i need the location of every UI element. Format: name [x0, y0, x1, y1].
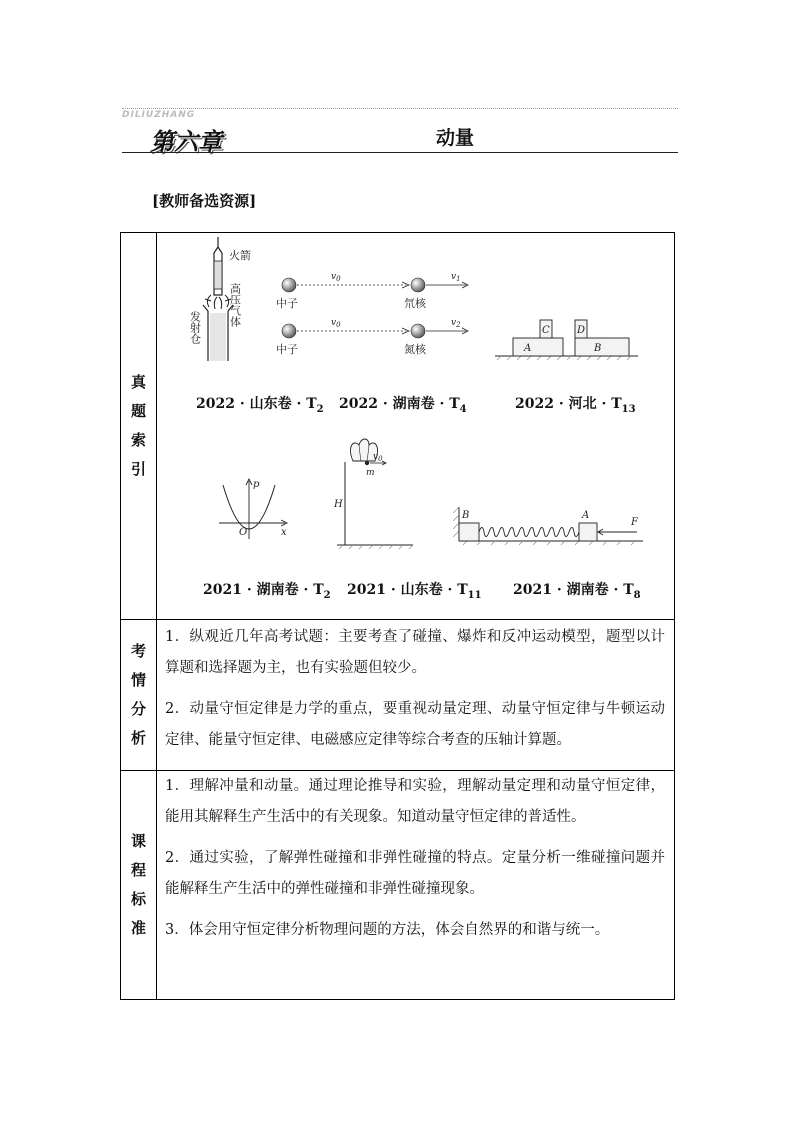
rocket-label: 火箭 — [229, 249, 251, 262]
block-a-label: A — [524, 343, 532, 354]
svg-text:v0 — [373, 452, 383, 463]
caption-2021-hunan: 2021 · 湖南卷 · $T_2$ — [203, 582, 331, 601]
velocity-label: v — [331, 272, 337, 282]
standard-item: 1．理解冲量和动量。通过理论推导和实验，理解动量定理和动量守恒定律，能用其解释生产生活中的有关现象。知道动量守恒定律的普适性。 — [165, 778, 665, 825]
standard-item: 2．通过实验，了解弹性碰撞和非弹性碰撞的特点。定量分析一维碰撞问题并能解释生产生活中的弹性碰撞和非弹性碰撞现象。 — [165, 850, 665, 897]
base-label — [187, 311, 207, 371]
velocity-label: v — [451, 272, 457, 282]
chapter-overview-table — [120, 232, 675, 1000]
nucleus-label: 氘核 — [404, 297, 426, 310]
height-label: H — [334, 499, 343, 510]
label-char: 引 — [130, 460, 146, 478]
standard-item: 3．体会用守恒定律分析物理问题的方法，体会自然界的和谐与统一。 — [165, 922, 610, 938]
caption-2021-hunan-t8: 2021 · 湖南卷 · $T_8$ — [513, 582, 641, 601]
caption-2022-hebei: 2022 · 河北 · $T_{13}$ — [515, 396, 636, 415]
neutron-label: 中子 — [276, 343, 298, 356]
svg-text:v0 — [331, 318, 341, 329]
velocity-sub: 1 — [456, 275, 461, 283]
velocity-sub: 0 — [378, 455, 383, 463]
label-char: 索 — [130, 431, 146, 449]
axis-x-label: x — [281, 527, 287, 538]
row-label-standards — [121, 770, 156, 999]
row-divider — [121, 619, 674, 620]
svg-text:v1 — [451, 272, 461, 283]
parabola-figure — [209, 473, 299, 543]
label-char: 标 — [130, 889, 146, 908]
analysis-text — [165, 622, 665, 756]
label-char: 考 — [130, 641, 146, 660]
standards-text — [165, 771, 665, 946]
label-char: 析 — [130, 728, 146, 747]
analysis-item: 1．纵观近几年高考试题：主要考查了碰撞、爆炸和反冲运动模型，题型以计算题和选择题为主，也有实验题但较少。 — [165, 629, 665, 676]
neutron-label: 中子 — [276, 297, 298, 310]
block-c-label: C — [542, 325, 550, 336]
caption-2021-shandong: 2021 · 山东卷 · $T_{11}$ — [347, 582, 482, 601]
velocity-label: v — [373, 452, 379, 462]
blocks-figure — [493, 313, 643, 363]
row-label-exam-index — [121, 233, 156, 619]
svg-text:v0 — [331, 272, 341, 283]
label-char: 课 — [130, 831, 146, 850]
analysis-item: 2．动量守恒定律是力学的重点，要重视动量定理、动量守恒定律与牛顿运动定律、能量守恒定律、电磁感应定律等综合考查的压轴计算题。 — [165, 701, 665, 748]
velocity-label: v — [331, 318, 337, 328]
header-rule — [122, 152, 678, 153]
neutron-collision-figure — [276, 265, 461, 365]
block-b-label: B — [594, 343, 602, 354]
force-label: F — [631, 517, 638, 528]
label-char: 分 — [130, 699, 146, 718]
mass-label: m — [366, 468, 375, 478]
gas-label — [229, 283, 259, 343]
resource-label: [教师备选资源] — [152, 192, 257, 210]
velocity-label: v — [451, 318, 457, 328]
label-char: 情 — [130, 670, 146, 689]
label-char: 题 — [130, 402, 146, 420]
velocity-sub: 2 — [456, 321, 461, 329]
label-char: 准 — [130, 918, 146, 937]
spring-figure — [447, 503, 647, 553]
chapter-pinyin: DILIUZHANG — [122, 110, 196, 120]
caption-2022-hunan: 2022 · 湖南卷 · $T_4$ — [339, 396, 467, 415]
column-divider — [156, 233, 157, 999]
projectile-figure — [333, 435, 433, 550]
label-char: 程 — [130, 860, 146, 879]
block-d-label: D — [577, 325, 586, 336]
chapter-number: 第六章 — [150, 128, 222, 156]
chapter-title: 动量 — [436, 127, 475, 149]
caption-2022-shandong: 2022 · 山东卷 · $T_2$ — [196, 396, 324, 415]
row-label-analysis — [121, 619, 156, 770]
nucleus-label: 氮核 — [404, 343, 426, 356]
velocity-sub: 0 — [336, 275, 341, 283]
velocity-sub: 0 — [336, 321, 341, 329]
svg-text:v2 — [451, 318, 461, 329]
origin-label: O — [239, 527, 248, 538]
header-dotted-rule — [122, 108, 678, 109]
label-char: 真 — [130, 373, 146, 391]
gas-label-text: 高压气体 — [228, 283, 242, 327]
block-a-label: A — [582, 510, 590, 521]
base-label-text: 发射仓 — [188, 311, 202, 344]
block-b-label: B — [462, 510, 470, 521]
axis-p-label: p — [253, 479, 260, 490]
